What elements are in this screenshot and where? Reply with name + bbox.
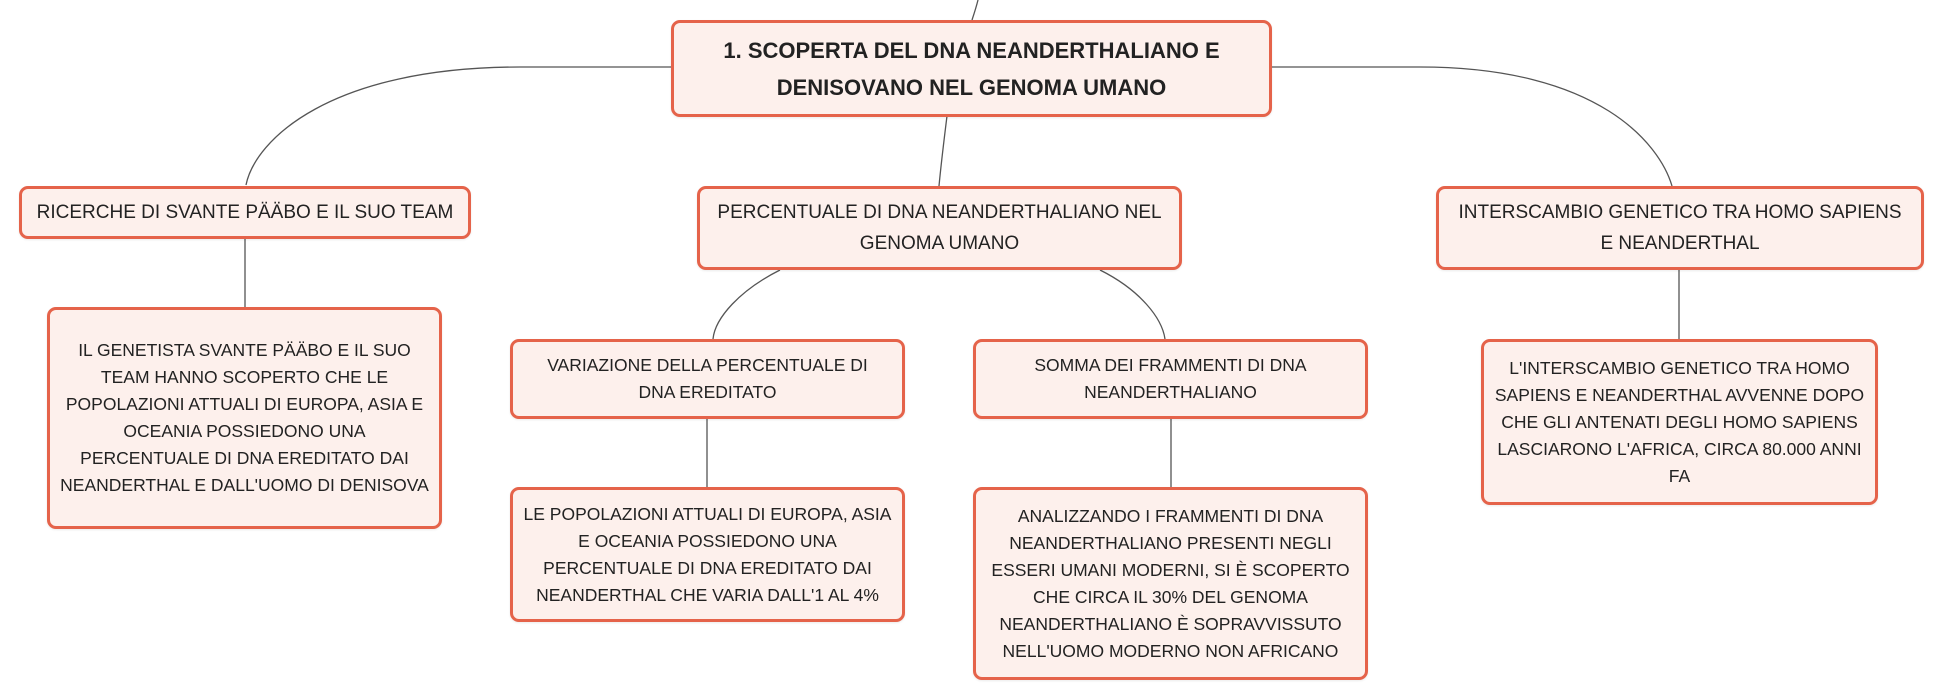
- variation-topic-text: VARIAZIONE DELLA PERCENTUALE DI DNA EREDITATO: [547, 355, 868, 402]
- root-topic-node[interactable]: [671, 20, 1272, 117]
- sum-topic-text: SOMMA DEI FRAMMENTI DI DNA NEANDERTHALIANO: [1034, 355, 1307, 402]
- variation-detail-text: LE POPOLAZIONI ATTUALI DI EUROPA, ASIA E OCEANIA POSSIEDONO UNA PERCENTUALE DI DNA EREDITATO DAI NEANDERTHAL CHE VARIA DALL'1 AL 4%: [523, 503, 892, 605]
- edge-percentage-to-variation: [713, 270, 780, 339]
- edge-from-parent-to-root: [972, 0, 978, 20]
- research-detail-node[interactable]: [47, 307, 442, 529]
- percentage-topic-node[interactable]: [697, 186, 1182, 270]
- exchange-topic-text: INTERSCAMBIO GENETICO TRA HOMO SAPIENS E NEANDERTHAL: [1458, 202, 1902, 254]
- percentage-topic-text: PERCENTUALE DI DNA NEANDERTHALIANO NEL GENOMA UMANO: [717, 202, 1162, 254]
- exchange-detail-node[interactable]: [1481, 339, 1878, 505]
- exchange-detail-text: L'INTERSCAMBIO GENETICO TRA HOMO SAPIENS E NEANDERTHAL AVVENNE DOPO CHE GLI ANTENATI DEGLI HOMO SAPIENS LASCIARONO L'AFRICA, CIRCA 80.000 ANNI FA: [1494, 357, 1865, 486]
- variation-topic-node[interactable]: [510, 339, 905, 419]
- exchange-topic-node[interactable]: [1436, 186, 1924, 270]
- research-detail-text: IL GENETISTA SVANTE PÄÄBO E IL SUO TEAM HANNO SCOPERTO CHE LE POPOLAZIONI ATTUALI DI EUROPA, ASIA E OCEANIA POSSIEDONO UNA PERCENTUALE DI DNA EREDITATO DAI NEANDERTHAL E DALL'UOMO DI DENISOVA: [60, 340, 429, 495]
- sum-detail-text: ANALIZZANDO I FRAMMENTI DI DNA NEANDERTHALIANO PRESENTI NEGLI ESSERI UMANI MODERNI, SI È SCOPERTO CHE CIRCA IL 30% DEL GENOMA NEANDERTHALIANO È SOPRAVVISSUTO NELL'UOMO MODERNO NON AFRICANO: [991, 505, 1350, 661]
- edge-root-to-percentage: [939, 116, 947, 186]
- edge-root-to-research: [246, 67, 672, 185]
- root-topic-text: 1. SCOPERTA DEL DNA NEANDERTHALIANO E DENISOVANO NEL GENOMA UMANO: [723, 37, 1220, 100]
- variation-detail-node[interactable]: [510, 487, 905, 622]
- edge-percentage-to-sum: [1100, 270, 1165, 339]
- edge-root-to-exchange: [1270, 67, 1672, 186]
- research-topic-node[interactable]: [19, 186, 471, 239]
- research-topic-text: RICERCHE DI SVANTE PÄÄBO E IL SUO TEAM: [36, 202, 454, 223]
- sum-topic-node[interactable]: [973, 339, 1368, 419]
- sum-detail-node[interactable]: [973, 487, 1368, 680]
